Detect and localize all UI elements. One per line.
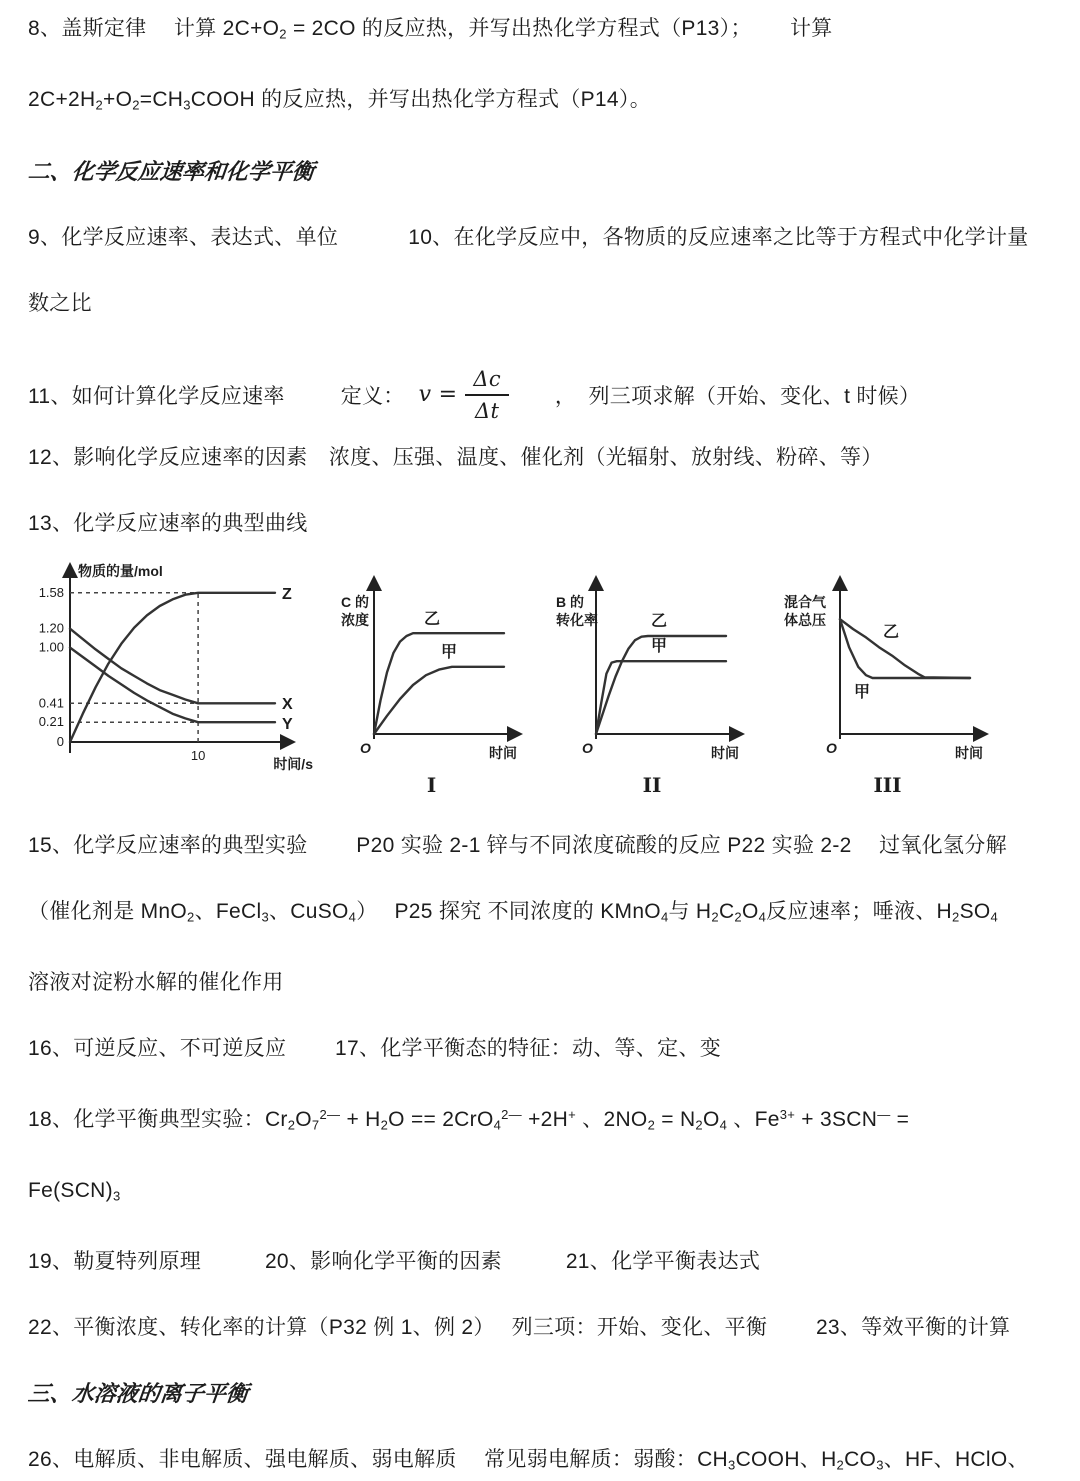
x-tick-10: 10 [190, 747, 206, 763]
series-label-Y: Y [282, 715, 293, 733]
y-tick-1.58: 1.58 [38, 584, 64, 600]
series-label-X: X [282, 695, 293, 713]
rate-formula-lhs: v = [418, 382, 458, 407]
x-axis-label: 时间 [489, 744, 517, 761]
chart-amount-vs-time-svg [30, 557, 315, 772]
x-axis-label: 时间 [955, 744, 983, 761]
series-label-yi: 乙 [424, 610, 441, 628]
fraction-numerator: Δc [465, 367, 509, 396]
text-line-item-15-2: （催化剂是 MnO$_2$、FeCl$_3$、CuSO$_4$） P25 探究 不同浓度的 KMnO$_4$与 $H_2C_2O_4$反应速率；唾液、$H_2SO_4$ [28, 899, 999, 924]
y-axis-label-line1: B 的 [556, 593, 584, 610]
text-line-item-11 [28, 353, 1052, 437]
chart-conversion-B [548, 569, 756, 797]
item-11-prefix: 11、如何计算化学反应速率 [28, 384, 285, 408]
curve-Y [70, 647, 275, 722]
x-axis-label: 时间 [711, 744, 739, 761]
y-tick-0.21: 0.21 [38, 713, 64, 729]
charts-row [30, 557, 1052, 801]
text-line-item-15-3: 溶液对淀粉水解的催化作用 [28, 970, 284, 994]
series-label-jia: 甲 [651, 637, 668, 655]
y-axis-label: 物质的量/mol [78, 562, 163, 579]
series-label-jia: 甲 [854, 683, 871, 701]
x-axis-label: 时间/s [273, 755, 313, 772]
chart-amount-vs-time [30, 557, 315, 772]
series-label-yi: 乙 [883, 623, 900, 641]
item-11-definition-label: 定义： [340, 384, 405, 408]
origin-label: O [826, 739, 837, 756]
text-line-item-10-cont: 数之比 [28, 291, 92, 315]
text-line-item-16-17: 16、可逆反应、不可逆反应 17、化学平衡态的特征：动、等、定、变 [28, 1036, 722, 1060]
section-heading-2: 二、化学反应速率和化学平衡 [26, 158, 316, 184]
y-tick-1.00: 1.00 [38, 639, 64, 655]
y-axis-label-line2: 转化率 [556, 611, 598, 628]
text-line-item-8-2: $2C+2H_2+O_2=CH_3COOH$ 的反应热，并写出热化学方程式（P14）。 [28, 88, 651, 113]
fraction-denominator: Δt [475, 398, 500, 423]
y-axis-label-line2: 浓度 [341, 611, 369, 628]
text-line-item-15-1: 15、化学反应速率的典型实验 P20 实验 2-1 锌与不同浓度硫酸的反应 P22 实验 2-2 过氧化氢分解 [28, 833, 1007, 857]
y-tick-0: 0 [56, 733, 64, 749]
chart-total-pressure [770, 569, 1005, 797]
section-heading-3: 三、水溶液的离子平衡 [26, 1381, 250, 1407]
y-axis-label-line1: 混合气 [784, 593, 826, 610]
text-line-item-12: 12、影响化学反应速率的因素 浓度、压强、温度、催化剂（光辐射、放射线、粉碎、等） [28, 445, 883, 469]
text-line-item-13: 13、化学反应速率的典型曲线 [28, 511, 308, 535]
curve-jia [596, 661, 726, 734]
chart-II-svg [548, 569, 756, 769]
chart-concentration-C [329, 569, 534, 797]
item-11-suffix: ， 列三项求解（开始、变化、t 时候） [554, 384, 921, 408]
chart-I-svg [329, 569, 534, 769]
text-line-item-9-10: 9、化学反应速率、表达式、单位 10、在化学反应中，各物质的反应速率之比等于方程式中化学计量 [28, 225, 1029, 249]
series-label-yi: 乙 [651, 612, 668, 630]
chart-roman-label-II: II [642, 772, 662, 797]
rate-formula-fraction [465, 367, 509, 423]
curve-jia [840, 619, 970, 678]
series-label-Z: Z [282, 585, 292, 603]
text-line-item-8-1: 8、盖斯定律 计算 $2C+O_2 = 2CO$ 的反应热，并写出热化学方程式（P13）； 计算 [28, 17, 833, 42]
y-tick-1.20: 1.20 [38, 620, 64, 636]
chart-roman-label-I: I [426, 772, 437, 797]
text-line-item-26: 26、电解质、非电解质、强电解质、弱电解质 常见弱电解质：弱酸：$CH_3COOH$、$H_2CO_3$、HF、HClO、 [28, 1448, 1029, 1473]
curve-yi [374, 633, 504, 734]
text-line-item-19-21: 19、勒夏特列原理 20、影响化学平衡的因素 21、化学平衡表达式 [28, 1250, 761, 1274]
chart-III-svg [770, 569, 1005, 769]
curve-Z [70, 592, 275, 741]
origin-label: O [360, 739, 371, 756]
curve-X [70, 628, 275, 703]
origin-label: O [582, 739, 593, 756]
series-label-jia: 甲 [441, 643, 458, 661]
chart-roman-label-III: III [873, 772, 902, 797]
y-axis-label-line1: C 的 [341, 593, 369, 610]
text-line-item-18-2: $Fe(SCN)_3$ [28, 1179, 121, 1204]
curve-jia [374, 666, 504, 733]
text-line-item-22-23: 22、平衡浓度、转化率的计算（P32 例 1、例 2） 列三项：开始、变化、平衡 23、等效平衡的计算 [28, 1316, 1011, 1340]
y-axis-label-line2: 体总压 [784, 611, 826, 628]
y-tick-0.41: 0.41 [38, 694, 64, 710]
text-line-item-18-1: 18、化学平衡典型实验：$Cr_2O_7^{2—} + H_2O == 2CrO_4^{2—} +2H^+$ 、$2NO_2 = N_2O_4$ 、$Fe^{3+} + 3SCN^—$ = [28, 1106, 910, 1133]
